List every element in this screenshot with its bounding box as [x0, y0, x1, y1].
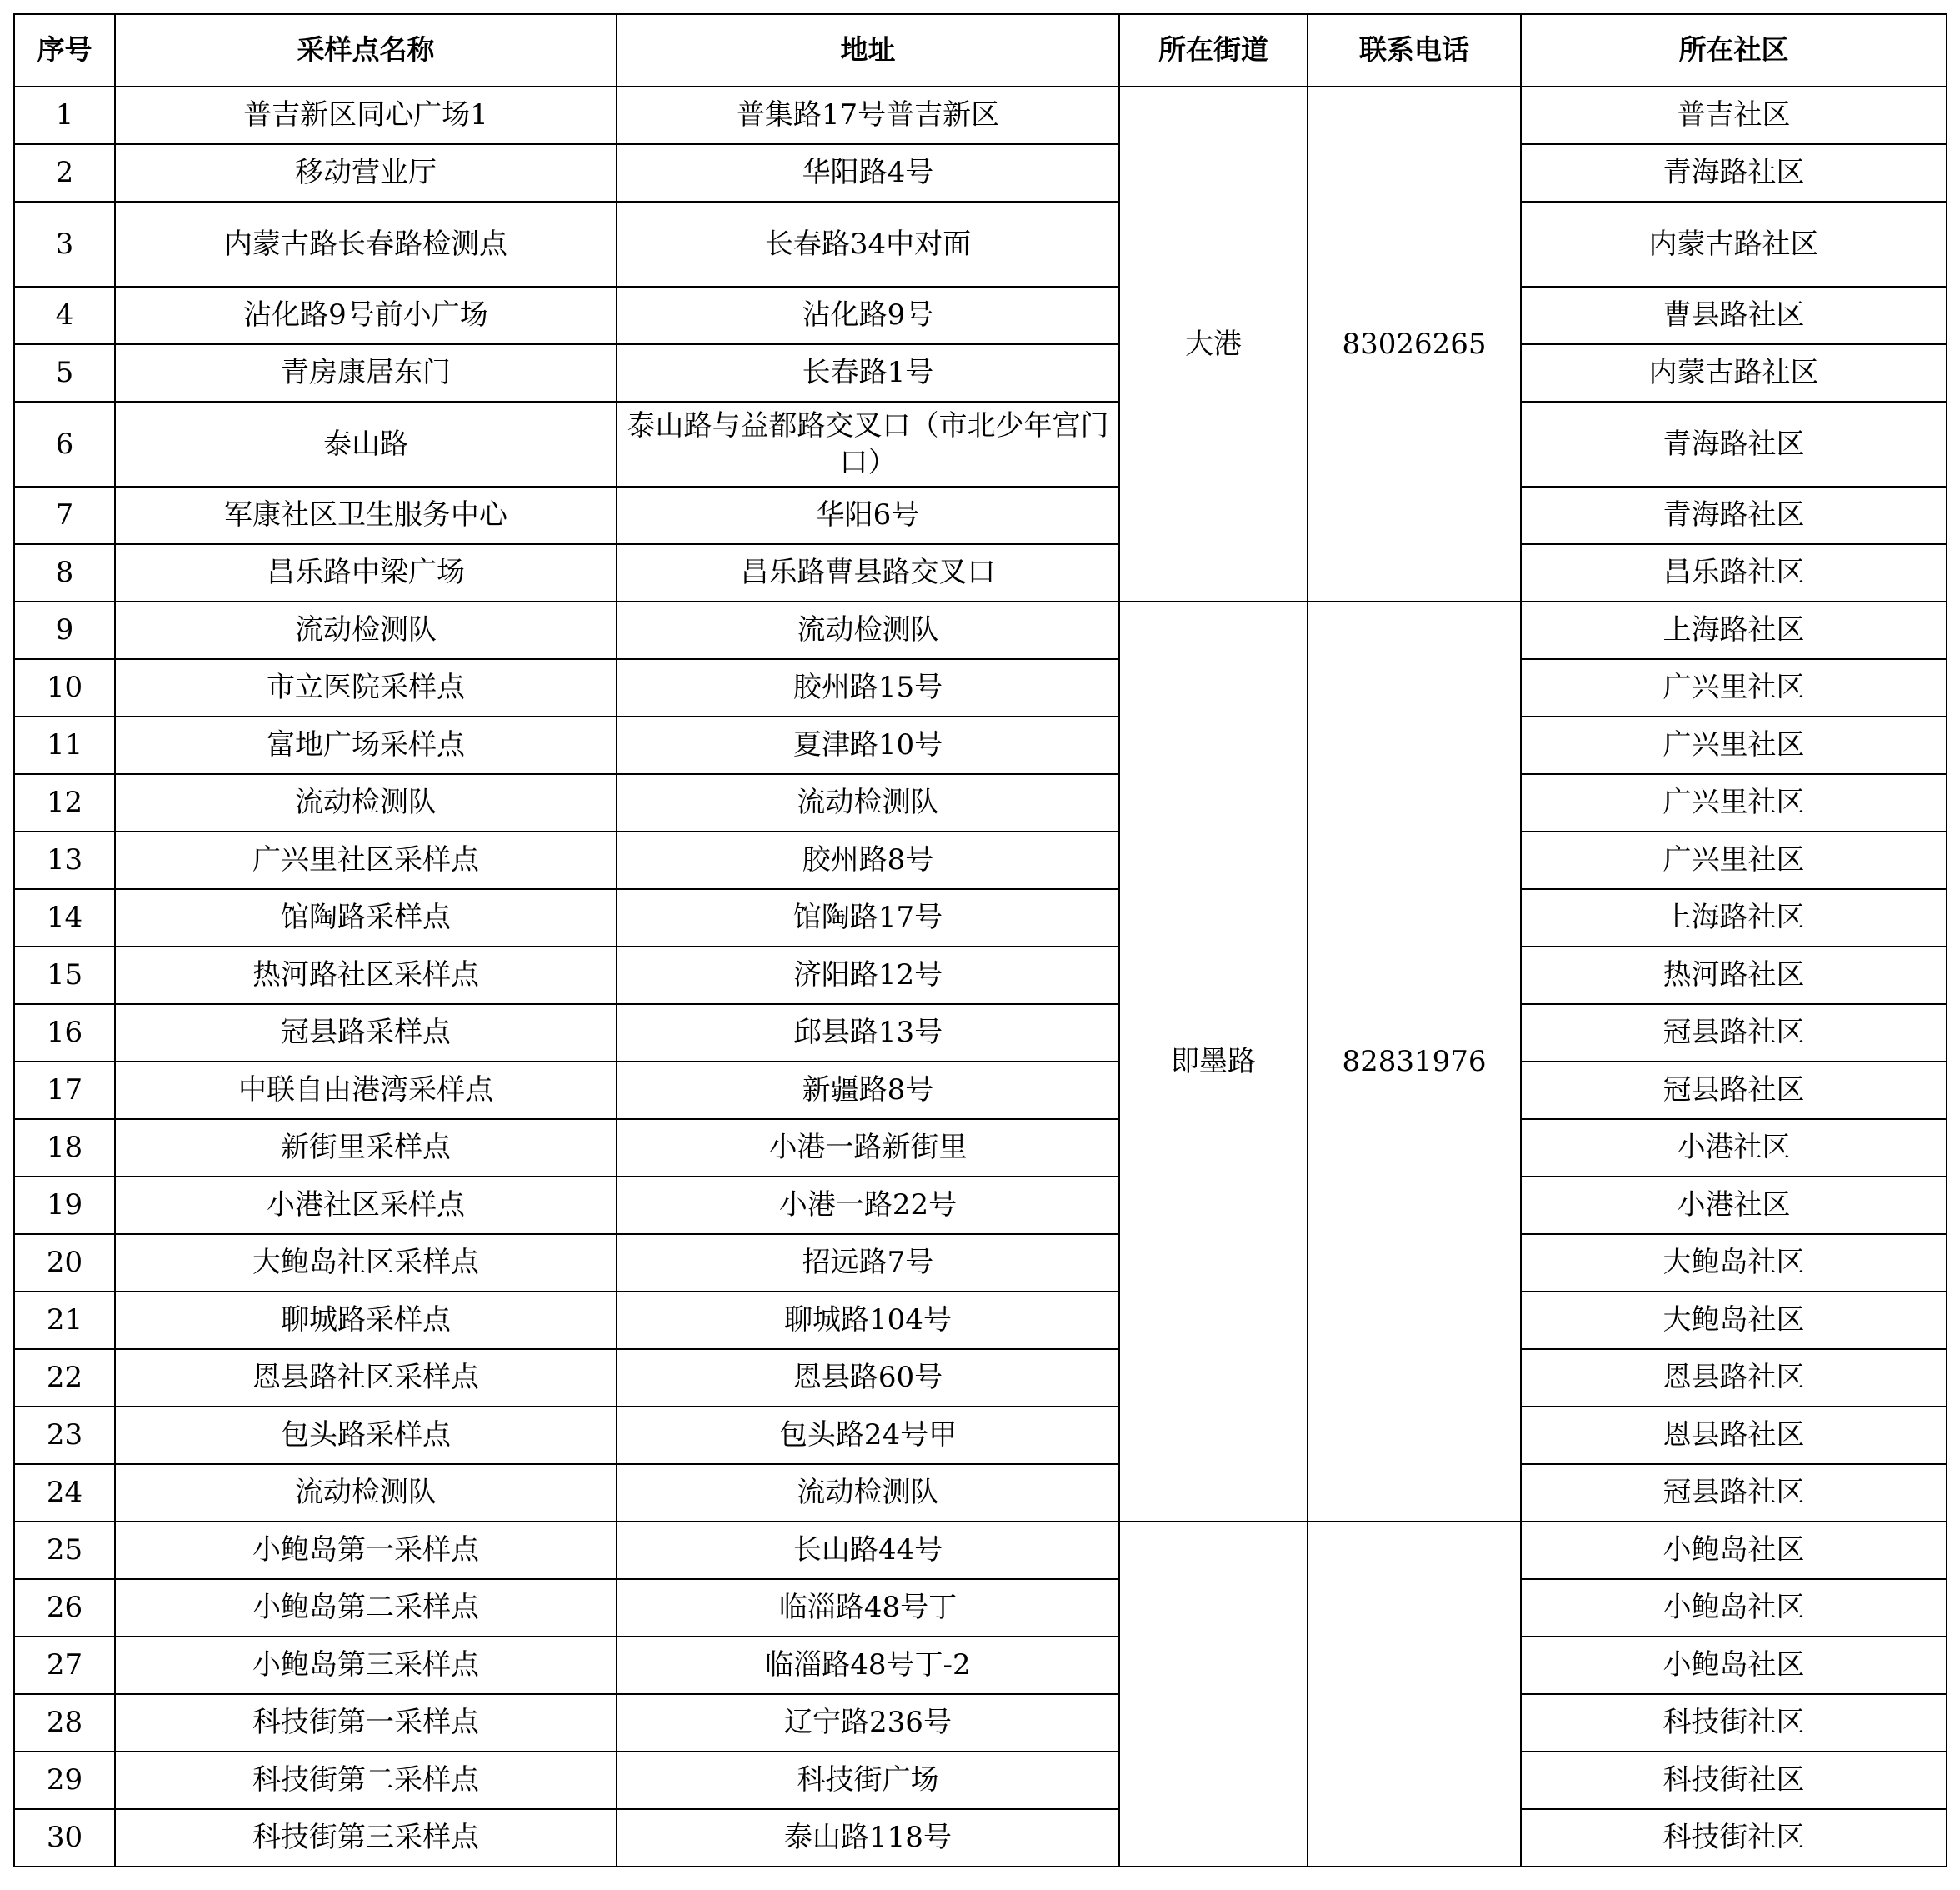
table-row	[14, 402, 1947, 487]
cell-community: 科技街社区	[1521, 1809, 1947, 1867]
cell-no: 7	[14, 487, 115, 544]
cell-community: 广兴里社区	[1521, 774, 1947, 832]
cell-address: 昌乐路曹县路交叉口	[617, 544, 1119, 602]
cell-site-name: 冠县路采样点	[115, 1004, 617, 1062]
cell-no: 23	[14, 1407, 115, 1464]
cell-community: 冠县路社区	[1521, 1062, 1947, 1119]
cell-site-name: 市立医院采样点	[115, 659, 617, 717]
cell-community: 青海路社区	[1521, 487, 1947, 544]
cell-community: 广兴里社区	[1521, 717, 1947, 774]
cell-no: 26	[14, 1579, 115, 1637]
table-body	[14, 87, 1947, 1867]
cell-street: 大港	[1119, 87, 1308, 602]
cell-site-name: 新街里采样点	[115, 1119, 617, 1177]
cell-no: 29	[14, 1752, 115, 1809]
cell-address: 泰山路与益都路交叉口（市北少年宫门口）	[617, 402, 1119, 487]
table-row	[14, 659, 1947, 717]
cell-no: 22	[14, 1349, 115, 1407]
cell-address: 馆陶路17号	[617, 889, 1119, 947]
cell-address: 华阳路4号	[617, 144, 1119, 202]
table-row	[14, 487, 1947, 544]
cell-no: 16	[14, 1004, 115, 1062]
table-row	[14, 1349, 1947, 1407]
cell-site-name: 科技街第三采样点	[115, 1809, 617, 1867]
cell-no: 10	[14, 659, 115, 717]
header-site-name: 采样点名称	[115, 14, 617, 87]
sampling-points-table	[13, 13, 1948, 1868]
cell-community: 广兴里社区	[1521, 659, 1947, 717]
cell-phone: 82831976	[1308, 602, 1521, 1522]
cell-no: 4	[14, 287, 115, 344]
cell-address: 华阳6号	[617, 487, 1119, 544]
cell-no: 30	[14, 1809, 115, 1867]
cell-site-name: 小港社区采样点	[115, 1177, 617, 1234]
cell-community: 小鲍岛社区	[1521, 1522, 1947, 1579]
cell-address: 招远路7号	[617, 1234, 1119, 1292]
cell-community: 大鲍岛社区	[1521, 1292, 1947, 1349]
cell-no: 1	[14, 87, 115, 144]
cell-site-name: 热河路社区采样点	[115, 947, 617, 1004]
cell-community: 普吉社区	[1521, 87, 1947, 144]
cell-address: 聊城路104号	[617, 1292, 1119, 1349]
cell-community: 大鲍岛社区	[1521, 1234, 1947, 1292]
cell-site-name: 中联自由港湾采样点	[115, 1062, 617, 1119]
cell-community: 昌乐路社区	[1521, 544, 1947, 602]
table-row	[14, 1579, 1947, 1637]
cell-site-name: 昌乐路中梁广场	[115, 544, 617, 602]
cell-community: 广兴里社区	[1521, 832, 1947, 889]
cell-address: 新疆路8号	[617, 1062, 1119, 1119]
cell-site-name: 科技街第一采样点	[115, 1694, 617, 1752]
table-row	[14, 1694, 1947, 1752]
cell-site-name: 移动营业厅	[115, 144, 617, 202]
cell-site-name: 青房康居东门	[115, 344, 617, 402]
cell-address: 临淄路48号丁	[617, 1579, 1119, 1637]
cell-community: 热河路社区	[1521, 947, 1947, 1004]
cell-community: 曹县路社区	[1521, 287, 1947, 344]
header-no: 序号	[14, 14, 115, 87]
cell-no: 17	[14, 1062, 115, 1119]
cell-site-name: 流动检测队	[115, 602, 617, 659]
cell-site-name: 内蒙古路长春路检测点	[115, 202, 617, 287]
cell-no: 2	[14, 144, 115, 202]
table-row	[14, 1177, 1947, 1234]
cell-no: 5	[14, 344, 115, 402]
cell-site-name: 流动检测队	[115, 1464, 617, 1522]
cell-community: 冠县路社区	[1521, 1464, 1947, 1522]
cell-address: 泰山路118号	[617, 1809, 1119, 1867]
cell-address: 恩县路60号	[617, 1349, 1119, 1407]
cell-street	[1119, 1522, 1308, 1867]
cell-no: 27	[14, 1637, 115, 1694]
cell-community: 内蒙古路社区	[1521, 202, 1947, 287]
cell-address: 长春路34中对面	[617, 202, 1119, 287]
header-street: 所在街道	[1119, 14, 1308, 87]
cell-site-name: 广兴里社区采样点	[115, 832, 617, 889]
cell-address: 长山路44号	[617, 1522, 1119, 1579]
table-row	[14, 287, 1947, 344]
table-row	[14, 1637, 1947, 1694]
cell-community: 青海路社区	[1521, 402, 1947, 487]
cell-address: 邱县路13号	[617, 1004, 1119, 1062]
cell-community: 科技街社区	[1521, 1694, 1947, 1752]
table-row	[14, 1464, 1947, 1522]
cell-address: 济阳路12号	[617, 947, 1119, 1004]
cell-no: 28	[14, 1694, 115, 1752]
cell-no: 11	[14, 717, 115, 774]
cell-no: 6	[14, 402, 115, 487]
table-row	[14, 889, 1947, 947]
cell-address: 流动检测队	[617, 602, 1119, 659]
cell-address: 流动检测队	[617, 1464, 1119, 1522]
cell-site-name: 富地广场采样点	[115, 717, 617, 774]
table-row	[14, 544, 1947, 602]
table-row	[14, 832, 1947, 889]
cell-community: 小港社区	[1521, 1177, 1947, 1234]
cell-phone: 83026265	[1308, 87, 1521, 602]
cell-address: 长春路1号	[617, 344, 1119, 402]
cell-no: 24	[14, 1464, 115, 1522]
cell-no: 12	[14, 774, 115, 832]
cell-no: 14	[14, 889, 115, 947]
header-address: 地址	[617, 14, 1119, 87]
cell-site-name: 流动检测队	[115, 774, 617, 832]
cell-street: 即墨路	[1119, 602, 1308, 1522]
table-row	[14, 144, 1947, 202]
table-row	[14, 1292, 1947, 1349]
cell-address: 小港一路22号	[617, 1177, 1119, 1234]
cell-phone	[1308, 1522, 1521, 1867]
header-row	[14, 14, 1947, 87]
cell-community: 青海路社区	[1521, 144, 1947, 202]
cell-no: 20	[14, 1234, 115, 1292]
cell-site-name: 恩县路社区采样点	[115, 1349, 617, 1407]
cell-community: 内蒙古路社区	[1521, 344, 1947, 402]
cell-community: 小鲍岛社区	[1521, 1579, 1947, 1637]
table-row	[14, 1004, 1947, 1062]
table-row	[14, 1062, 1947, 1119]
cell-site-name: 小鲍岛第一采样点	[115, 1522, 617, 1579]
cell-address: 胶州路15号	[617, 659, 1119, 717]
cell-address: 夏津路10号	[617, 717, 1119, 774]
cell-site-name: 大鲍岛社区采样点	[115, 1234, 617, 1292]
cell-address: 流动检测队	[617, 774, 1119, 832]
cell-address: 沾化路9号	[617, 287, 1119, 344]
cell-no: 19	[14, 1177, 115, 1234]
cell-community: 上海路社区	[1521, 602, 1947, 659]
table-row	[14, 602, 1947, 659]
cell-address: 科技街广场	[617, 1752, 1119, 1809]
table-header	[14, 14, 1947, 87]
cell-site-name: 军康社区卫生服务中心	[115, 487, 617, 544]
cell-no: 21	[14, 1292, 115, 1349]
table-row	[14, 1119, 1947, 1177]
cell-no: 8	[14, 544, 115, 602]
header-community: 所在社区	[1521, 14, 1947, 87]
table-row	[14, 344, 1947, 402]
cell-community: 小港社区	[1521, 1119, 1947, 1177]
header-phone: 联系电话	[1308, 14, 1521, 87]
cell-site-name: 包头路采样点	[115, 1407, 617, 1464]
cell-address: 临淄路48号丁-2	[617, 1637, 1119, 1694]
cell-address: 辽宁路236号	[617, 1694, 1119, 1752]
cell-community: 科技街社区	[1521, 1752, 1947, 1809]
table-row	[14, 1234, 1947, 1292]
table-row	[14, 1407, 1947, 1464]
cell-site-name: 泰山路	[115, 402, 617, 487]
table-row	[14, 1752, 1947, 1809]
cell-community: 上海路社区	[1521, 889, 1947, 947]
cell-site-name: 科技街第二采样点	[115, 1752, 617, 1809]
cell-site-name: 普吉新区同心广场1	[115, 87, 617, 144]
cell-no: 25	[14, 1522, 115, 1579]
cell-address: 普集路17号普吉新区	[617, 87, 1119, 144]
cell-site-name: 聊城路采样点	[115, 1292, 617, 1349]
cell-community: 恩县路社区	[1521, 1349, 1947, 1407]
cell-no: 15	[14, 947, 115, 1004]
cell-community: 恩县路社区	[1521, 1407, 1947, 1464]
table-row	[14, 1809, 1947, 1867]
cell-site-name: 小鲍岛第二采样点	[115, 1579, 617, 1637]
cell-site-name: 馆陶路采样点	[115, 889, 617, 947]
cell-no: 3	[14, 202, 115, 287]
table-row	[14, 1522, 1947, 1579]
table-row	[14, 774, 1947, 832]
cell-no: 9	[14, 602, 115, 659]
cell-site-name: 沾化路9号前小广场	[115, 287, 617, 344]
cell-address: 包头路24号甲	[617, 1407, 1119, 1464]
table-row	[14, 717, 1947, 774]
cell-no: 13	[14, 832, 115, 889]
cell-community: 小鲍岛社区	[1521, 1637, 1947, 1694]
table-row	[14, 202, 1947, 287]
table-row	[14, 87, 1947, 144]
cell-no: 18	[14, 1119, 115, 1177]
cell-site-name: 小鲍岛第三采样点	[115, 1637, 617, 1694]
cell-community: 冠县路社区	[1521, 1004, 1947, 1062]
cell-address: 小港一路新街里	[617, 1119, 1119, 1177]
cell-address: 胶州路8号	[617, 832, 1119, 889]
table-row	[14, 947, 1947, 1004]
